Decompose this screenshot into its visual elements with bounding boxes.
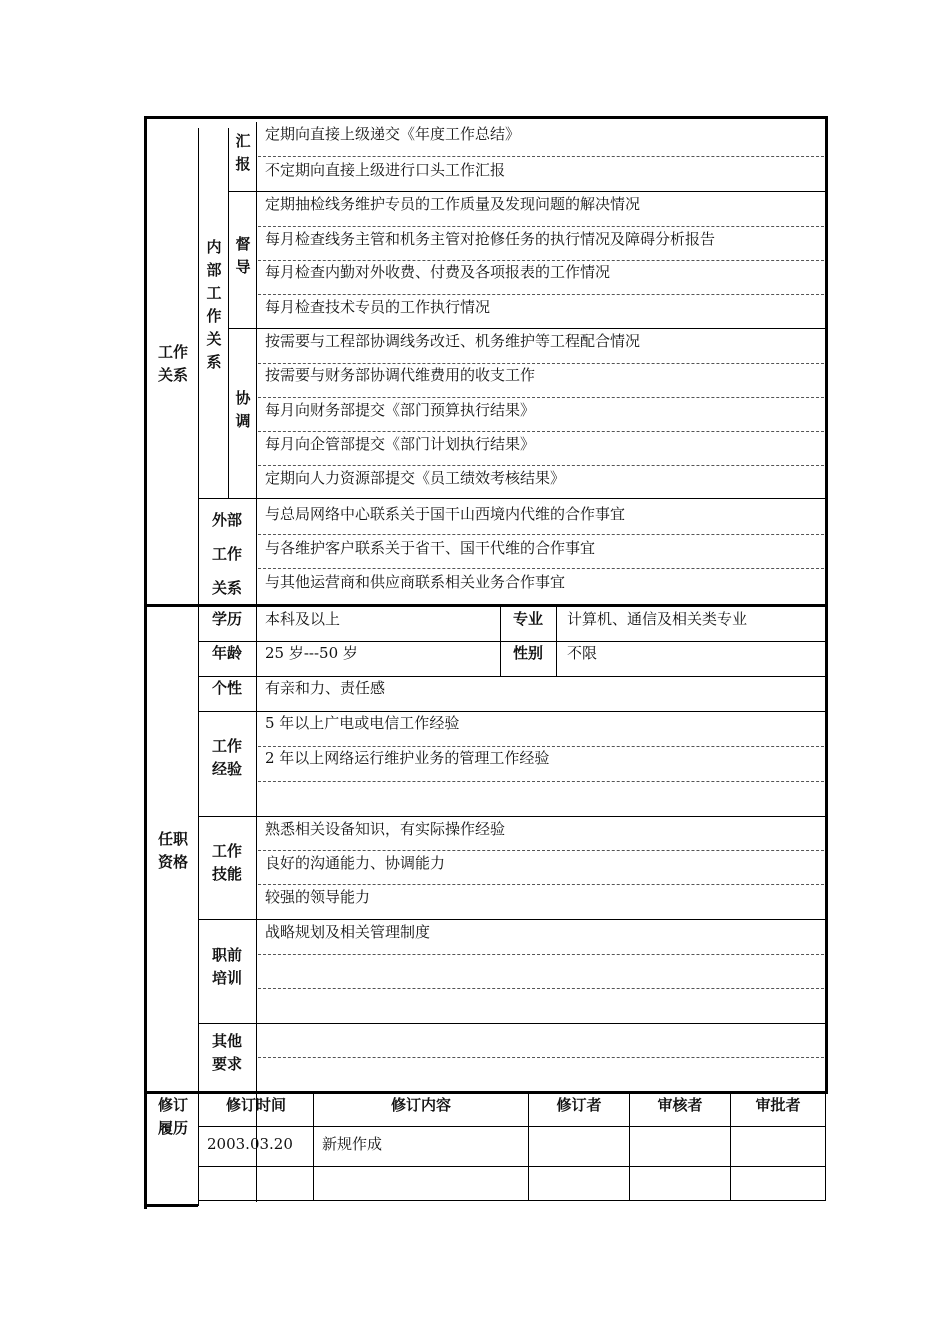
major-label: 专业 (512, 610, 543, 628)
bottom-border-left (144, 1204, 198, 1207)
row-line (198, 498, 825, 499)
section-divider (144, 604, 828, 607)
dash-line (258, 534, 824, 535)
skills-item: 良好的沟通能力、协调能力 (265, 854, 446, 872)
dash-line (258, 397, 824, 398)
work-relations-label: 工作 关系 (157, 343, 188, 384)
personality-label: 个性 (211, 679, 242, 697)
dash-line (258, 1057, 824, 1058)
experience-item: 5 年以上广电或电信工作经验 (265, 714, 460, 732)
dash-line (258, 850, 824, 851)
dash-line (258, 431, 824, 432)
age-label: 年龄 (211, 644, 242, 662)
education-label: 学历 (211, 610, 242, 628)
col-sep-1 (198, 128, 199, 1206)
table-left-border (144, 116, 147, 1209)
internal-relations-label: 内 部 工 作 关 系 (206, 238, 222, 371)
dash-line (258, 226, 824, 227)
dash-line (258, 568, 824, 569)
revision-header-content: 修订内容 (390, 1096, 451, 1114)
external-item: 与其他运营商和供应商联系相关业务合作事宜 (265, 573, 566, 591)
dash-line (258, 294, 824, 295)
row-line (198, 919, 825, 920)
dash-line (258, 884, 824, 885)
skills-item: 熟悉相关设备知识，有实际操作经验 (265, 820, 506, 838)
dash-line (258, 260, 824, 261)
external-item: 与总局网络中心联系关于国干山西境内代维的合作事宜 (265, 505, 626, 523)
dash-line (258, 465, 824, 466)
row-line (198, 1126, 825, 1127)
gender-label: 性别 (512, 644, 543, 662)
major-value: 计算机、通信及相关类专业 (567, 610, 748, 628)
age-value: 25 岁---50 岁 (265, 644, 358, 662)
training-item: 战略规划及相关管理制度 (265, 923, 431, 941)
row-line (198, 816, 825, 817)
training-label: 职前 培训 (211, 946, 242, 987)
revision-header-reviser: 修订者 (556, 1096, 602, 1114)
personality-value: 有亲和力、责任感 (265, 679, 386, 697)
coordinate-item: 按需要与财务部协调代维费用的收支工作 (265, 366, 536, 384)
revision-history-label: 修订 履历 (157, 1096, 188, 1137)
coordinate-item: 定期向人力资源部提交《员工绩效考核结果》 (265, 469, 566, 487)
table-top-border (144, 116, 828, 119)
revision-date: 2003.03.20 (207, 1135, 293, 1153)
supervise-item: 每月检查线务主管和机务主管对抢修任务的执行情况及障碍分析报告 (265, 230, 716, 248)
row-line (198, 711, 825, 712)
gender-value: 不限 (567, 644, 598, 662)
skills-item: 较强的领导能力 (265, 888, 371, 906)
dash-line (258, 988, 824, 989)
revision-header-time: 修订时间 (225, 1096, 286, 1114)
revision-header-approver: 审批者 (755, 1096, 801, 1114)
supervise-item: 每月检查内勤对外收费、付费及各项报表的工作情况 (265, 263, 611, 281)
report-label: 汇 报 (235, 132, 251, 173)
supervise-label: 督 导 (235, 235, 251, 276)
experience-item: 2 年以上网络运行维护业务的管理工作经验 (265, 749, 550, 767)
dash-line (258, 954, 824, 955)
col-sep (556, 607, 557, 677)
experience-label: 工作 经验 (211, 737, 242, 778)
coordinate-label: 协 调 (235, 389, 251, 430)
report-item: 定期向直接上级递交《年度工作总结》 (265, 125, 521, 143)
dash-line (258, 156, 824, 157)
row-line (228, 191, 825, 192)
revision-header-checker: 审核者 (657, 1096, 703, 1114)
external-item: 与各维护客户联系关于省干、国干代维的合作事宜 (265, 539, 596, 557)
supervise-item: 定期抽检线务维护专员的工作质量及发现问题的解决情况 (265, 195, 641, 213)
revision-content: 新规作成 (322, 1135, 383, 1153)
col-sep-2 (228, 128, 229, 498)
education-value: 本科及以上 (265, 610, 341, 628)
table-right-border-lower (825, 1093, 826, 1201)
row-line (198, 1200, 826, 1201)
qualifications-label: 任职 资格 (157, 830, 188, 871)
row-line (228, 328, 825, 329)
external-relations-label: 外部 工作 关系 (211, 511, 242, 597)
other-requirements-label: 其他 要求 (211, 1032, 242, 1073)
dash-line (258, 781, 824, 782)
supervise-item: 每月检查技术专员的工作执行情况 (265, 298, 491, 316)
row-line (198, 1166, 825, 1167)
dash-line (258, 363, 824, 364)
row-line (198, 1023, 825, 1024)
report-item: 不定期向直接上级进行口头工作汇报 (265, 161, 506, 179)
col-sep (500, 607, 501, 677)
skills-label: 工作 技能 (211, 842, 242, 883)
dash-line (258, 746, 824, 747)
coordinate-item: 按需要与工程部协调线务改迁、机务维护等工程配合情况 (265, 332, 641, 350)
coordinate-item: 每月向财务部提交《部门预算执行结果》 (265, 401, 536, 419)
col-sep-3 (256, 122, 257, 1202)
coordinate-item: 每月向企管部提交《部门计划执行结果》 (265, 435, 536, 453)
row-line (198, 676, 825, 677)
